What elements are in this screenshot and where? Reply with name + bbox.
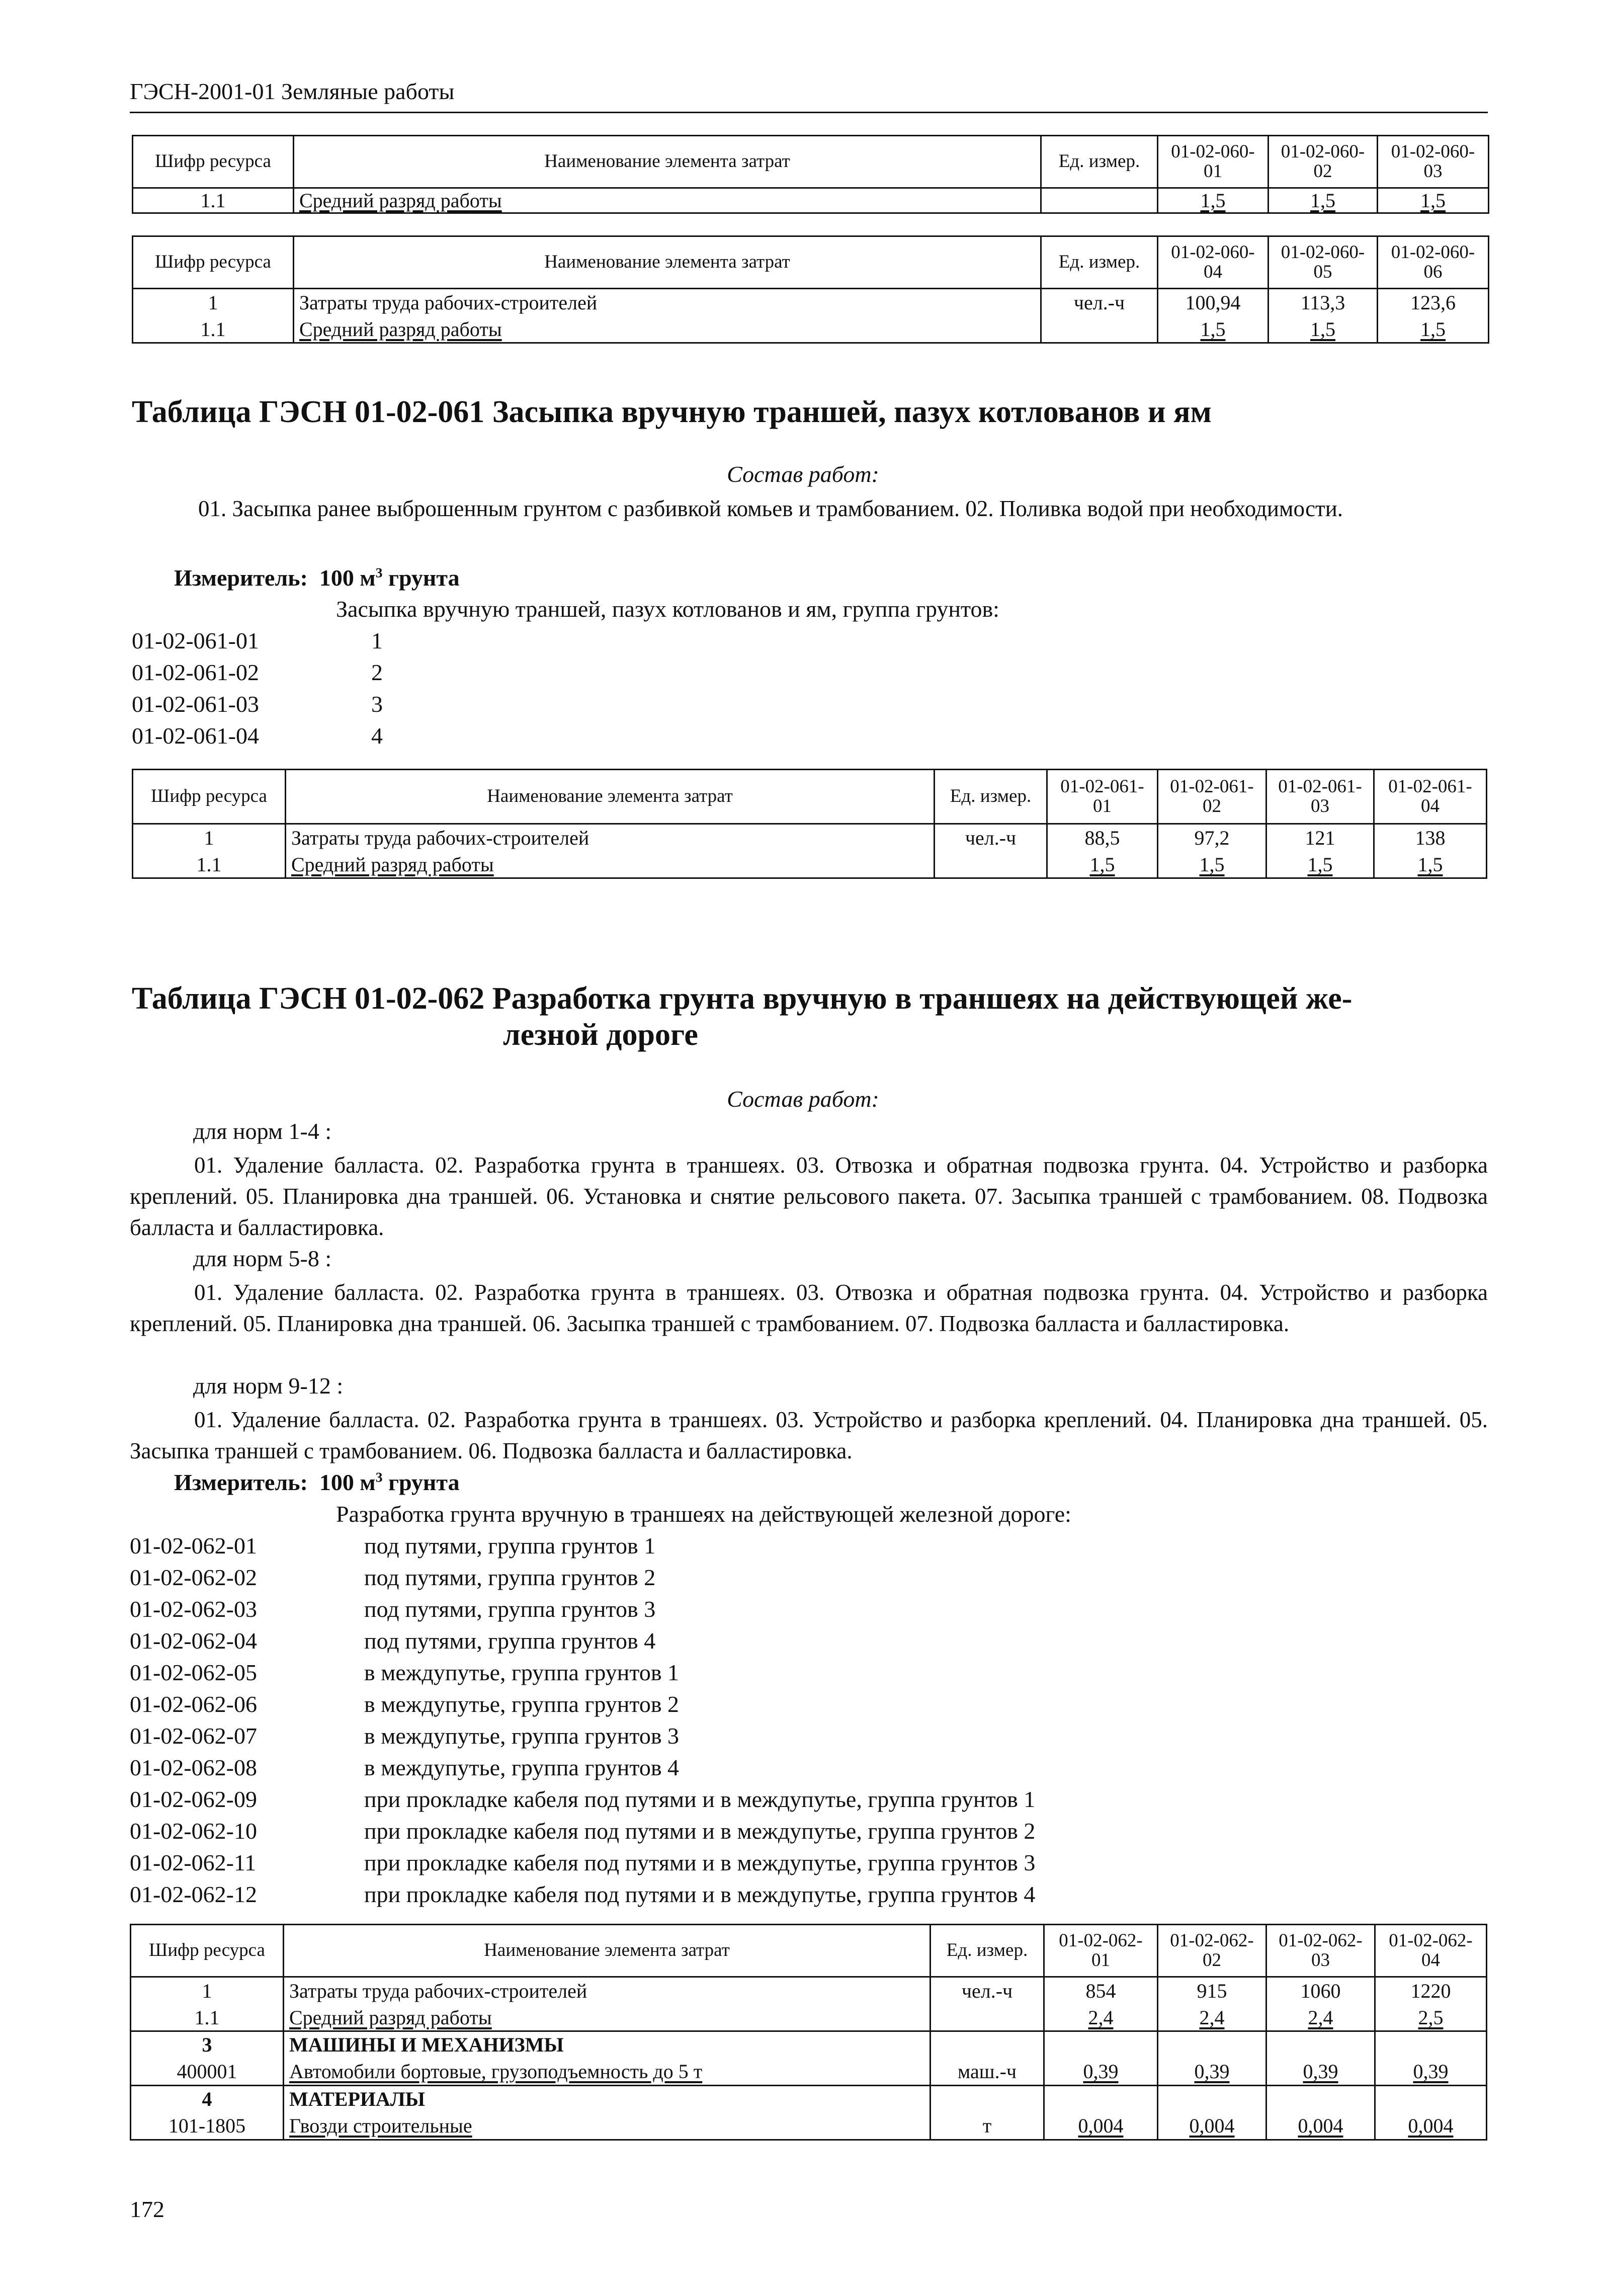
col-header-norm: 01-02-062-02	[1158, 1925, 1266, 1977]
row-value: 1,5	[1310, 189, 1335, 212]
norm-desc: под путями, группа грунтов 4	[364, 1628, 656, 1654]
col-header-unit: Ед. измер.	[1041, 136, 1158, 188]
col-header-name: Наименование элемента затрат	[294, 236, 1041, 289]
norm-code: 01-02-061-04	[132, 723, 259, 749]
measure-value: 100 м	[319, 1469, 376, 1495]
norm-desc: при прокладке кабеля под путями и в междупутье, группа грунтов 1	[364, 1786, 1036, 1812]
row-unit: чел.-ч	[1041, 289, 1158, 317]
table-062	[130, 1924, 1487, 2141]
row-value: 2,5	[1418, 2006, 1444, 2029]
row-name: Затраты труда рабочих-строителей	[286, 824, 935, 852]
measure-label: Измеритель:	[174, 565, 308, 591]
measure-sup: 3	[375, 564, 383, 581]
row-code: 1.1	[133, 852, 286, 878]
norm-code: 01-02-062-09	[130, 1786, 257, 1812]
row-value: 121	[1266, 824, 1374, 852]
row-value	[1266, 2086, 1375, 2113]
header-rule	[130, 112, 1488, 113]
col-header-norm: 01-02-062-01	[1044, 1925, 1158, 1977]
row-value: 0,39	[1303, 2060, 1338, 2083]
norm-desc: 2	[371, 660, 383, 685]
norm-group-text-body: 01. Удаление балласта. 02. Разработка грунта в траншеях. 03. Отвозка и обратная подвозка грунта. 04. Устройство и разборка креплений. 05. Планировка дна траншей. 06. Установка и снятие рельсового пакета. 07. Засыпка траншей с трамбованием. 08. Подвозка балласта и балластировка.	[130, 1153, 1488, 1240]
row-value	[1044, 2031, 1158, 2059]
norm-code: 01-02-062-04	[130, 1628, 257, 1654]
norm-intro: Разработка грунта вручную в траншеях на действующей железной дороге:	[336, 1501, 1071, 1527]
norm-desc: 3	[371, 691, 383, 717]
row-value: 0,004	[1298, 2114, 1343, 2137]
row-value: 1,5	[1420, 189, 1446, 212]
row-value	[1158, 2086, 1266, 2113]
row-value: 138	[1374, 824, 1487, 852]
table-060-part1	[132, 135, 1489, 214]
row-value: 1220	[1375, 1977, 1487, 2005]
col-header-name: Наименование элемента затрат	[286, 770, 935, 824]
row-value: 1,5	[1199, 853, 1225, 876]
col-header-norm: 01-02-060-02	[1269, 136, 1378, 188]
row-code: 1.1	[133, 188, 294, 213]
col-header-norm: 01-02-061-02	[1158, 770, 1266, 824]
row-unit: чел.-ч	[931, 1977, 1044, 2005]
col-header-code: Шифр ресурса	[133, 770, 286, 824]
row-unit	[1041, 188, 1158, 213]
measure-line	[174, 1469, 460, 1496]
row-value	[1266, 2031, 1375, 2059]
row-name: Средний разряд работы	[299, 189, 502, 212]
col-header-norm: 01-02-061-04	[1374, 770, 1487, 824]
row-value: 2,4	[1199, 2006, 1225, 2029]
row-value	[1158, 2031, 1266, 2059]
norm-desc: в междупутье, группа грунтов 1	[364, 1660, 680, 1685]
norm-code: 01-02-062-03	[130, 1596, 257, 1622]
row-value: 123,6	[1378, 289, 1489, 317]
section-title-062-line1: Таблица ГЭСН 01-02-062 Разработка грунта вручную в траншеях на действующей же-	[132, 981, 1353, 1016]
row-value: 88,5	[1047, 824, 1158, 852]
norm-desc: в междупутье, группа грунтов 3	[364, 1723, 680, 1749]
row-code: 1.1	[133, 317, 294, 343]
col-header-norm: 01-02-060-03	[1378, 136, 1489, 188]
row-unit	[935, 852, 1047, 878]
row-code: 1.1	[131, 2005, 284, 2031]
col-header-norm: 01-02-060-04	[1158, 236, 1269, 289]
norm-desc: под путями, группа грунтов 3	[364, 1596, 656, 1622]
norm-code: 01-02-062-05	[130, 1660, 257, 1685]
col-header-norm: 01-02-062-04	[1375, 1925, 1487, 1977]
measure-tail: грунта	[382, 565, 460, 591]
norm-code: 01-02-062-02	[130, 1565, 257, 1590]
row-value: 0,004	[1408, 2114, 1454, 2137]
row-value: 1,5	[1089, 853, 1115, 876]
row-value: 0,39	[1413, 2060, 1449, 2083]
norm-desc: в междупутье, группа грунтов 4	[364, 1755, 680, 1780]
row-value: 0,004	[1189, 2114, 1235, 2137]
composition-text	[130, 493, 1488, 524]
col-header-norm: 01-02-061-01	[1047, 770, 1158, 824]
row-unit: чел.-ч	[935, 824, 1047, 852]
norm-group-text	[130, 1404, 1488, 1466]
norm-desc: под путями, группа грунтов 2	[364, 1565, 656, 1590]
row-code: 1	[131, 1977, 284, 2005]
row-value: 1,5	[1307, 853, 1333, 876]
row-unit	[1041, 317, 1158, 343]
row-value: 854	[1044, 1977, 1158, 2005]
row-code: 400001	[131, 2059, 284, 2086]
norm-code: 01-02-061-01	[132, 628, 259, 653]
row-unit: т	[931, 2113, 1044, 2140]
row-value: 1060	[1266, 1977, 1375, 2005]
measure-value: 100 м	[319, 565, 376, 591]
col-header-code: Шифр ресурса	[133, 136, 294, 188]
section-title-061: Таблица ГЭСН 01-02-061 Засыпка вручную траншей, пазух котлованов и ям	[132, 395, 1212, 429]
norm-group-text-body: 01. Удаление балласта. 02. Разработка грунта в траншеях. 03. Отвозка и обратная подвозка грунта. 04. Устройство и разборка креплений. 05. Планировка дна траншей. 06. Засыпка траншей с трамбованием. 07. Подвозка балласта и балластировка.	[130, 1280, 1488, 1336]
norm-group-label: для норм 1-4 :	[193, 1118, 332, 1144]
row-unit: маш.-ч	[931, 2059, 1044, 2086]
norm-group-text	[130, 1150, 1488, 1243]
measure-line	[174, 564, 460, 591]
section-code: 4	[131, 2086, 284, 2113]
row-value: 1,5	[1200, 317, 1226, 341]
row-value	[1044, 2086, 1158, 2113]
col-header-norm: 01-02-061-03	[1266, 770, 1374, 824]
section-title-062-line2: лезной дороге	[503, 1018, 698, 1052]
norm-intro: Засыпка вручную траншей, пазух котлованов и ям, группа грунтов:	[336, 596, 999, 622]
row-value: 2,4	[1088, 2006, 1114, 2029]
col-header-unit: Ед. измер.	[1041, 236, 1158, 289]
col-header-norm: 01-02-060-06	[1378, 236, 1489, 289]
row-value: 1,5	[1420, 317, 1446, 341]
norm-desc: при прокладке кабеля под путями и в междупутье, группа грунтов 4	[364, 1881, 1036, 1907]
norm-desc: под путями, группа грунтов 1	[364, 1533, 656, 1559]
norm-group-text-body: 01. Удаление балласта. 02. Разработка грунта в траншеях. 03. Устройство и разборка креплений. 04. Планировка дна траншей. 05. Засыпка траншей с трамбованием. 06. Подвозка балласта и балластировка.	[130, 1407, 1488, 1463]
col-header-name: Наименование элемента затрат	[294, 136, 1041, 188]
norm-group-label: для норм 9-12 :	[193, 1373, 344, 1399]
row-value: 1,5	[1310, 317, 1335, 341]
row-name: Средний разряд работы	[289, 2006, 492, 2029]
measure-label: Измеритель:	[174, 1469, 308, 1495]
section-heading: МАШИНЫ И МЕХАНИЗМЫ	[284, 2031, 931, 2059]
norm-group-text	[130, 1277, 1488, 1339]
norm-code: 01-02-061-03	[132, 691, 259, 717]
measure-tail: грунта	[382, 1469, 460, 1495]
row-unit	[931, 2005, 1044, 2031]
row-value: 0,39	[1083, 2060, 1119, 2083]
section-heading: МАТЕРИАЛЫ	[284, 2086, 931, 2113]
composition-label: Состав работ:	[727, 1086, 879, 1112]
norm-code: 01-02-062-12	[130, 1881, 257, 1907]
measure-sup: 3	[375, 1469, 383, 1485]
norm-code: 01-02-062-08	[130, 1755, 257, 1780]
col-header-code: Шифр ресурса	[131, 1925, 284, 1977]
col-header-code: Шифр ресурса	[133, 236, 294, 289]
row-name: Затраты труда рабочих-строителей	[284, 1977, 931, 2005]
row-value: 1,5	[1200, 189, 1226, 212]
row-unit	[931, 2031, 1044, 2059]
running-header: ГЭСН-2001-01 Земляные работы	[130, 78, 455, 104]
composition-label: Состав работ:	[727, 461, 879, 487]
row-code: 101-1805	[131, 2113, 284, 2140]
row-value: 2,4	[1308, 2006, 1333, 2029]
norm-code: 01-02-062-10	[130, 1818, 257, 1844]
table-061	[132, 769, 1487, 879]
row-value	[1375, 2031, 1487, 2059]
norm-code: 01-02-062-01	[130, 1533, 257, 1559]
col-header-unit: Ед. измер.	[931, 1925, 1044, 1977]
row-value: 0,004	[1078, 2114, 1124, 2137]
col-header-name: Наименование элемента затрат	[284, 1925, 931, 1977]
norm-code: 01-02-062-11	[130, 1850, 257, 1875]
page-number: 172	[130, 2196, 164, 2222]
norm-code: 01-02-062-07	[130, 1723, 257, 1749]
col-header-norm: 01-02-060-05	[1269, 236, 1378, 289]
row-value: 113,3	[1269, 289, 1378, 317]
row-name: Средний разряд работы	[291, 853, 494, 876]
norm-group-label: для норм 5-8 :	[193, 1246, 332, 1271]
row-unit	[931, 2086, 1044, 2113]
row-code: 1	[133, 289, 294, 317]
row-value: 0,39	[1194, 2060, 1230, 2083]
norm-desc: 4	[371, 723, 383, 749]
row-value: 97,2	[1158, 824, 1266, 852]
row-value: 100,94	[1158, 289, 1269, 317]
row-code: 1	[133, 824, 286, 852]
norm-code: 01-02-062-06	[130, 1691, 257, 1717]
norm-code: 01-02-061-02	[132, 660, 259, 685]
row-name: Гвозди строительные	[289, 2114, 472, 2137]
norm-desc: 1	[371, 628, 383, 653]
col-header-norm: 01-02-062-03	[1266, 1925, 1375, 1977]
col-header-unit: Ед. измер.	[935, 770, 1047, 824]
composition-text-body: 01. Засыпка ранее выброшенным грунтом с разбивкой комьев и трамбованием. 02. Поливка водой при необходимости.	[198, 496, 1343, 521]
section-code: 3	[131, 2031, 284, 2059]
norm-desc: в междупутье, группа грунтов 2	[364, 1691, 680, 1717]
table-060-part2	[132, 235, 1489, 344]
col-header-norm: 01-02-060-01	[1158, 136, 1269, 188]
row-name: Автомобили бортовые, грузоподъемность до 5 т	[289, 2060, 703, 2083]
row-value: 1,5	[1417, 853, 1443, 876]
row-value	[1375, 2086, 1487, 2113]
row-name: Затраты труда рабочих-строителей	[294, 289, 1041, 317]
norm-desc: при прокладке кабеля под путями и в междупутье, группа грунтов 3	[364, 1850, 1036, 1875]
row-name: Средний разряд работы	[299, 317, 502, 341]
row-value: 915	[1158, 1977, 1266, 2005]
norm-desc: при прокладке кабеля под путями и в междупутье, группа грунтов 2	[364, 1818, 1036, 1844]
